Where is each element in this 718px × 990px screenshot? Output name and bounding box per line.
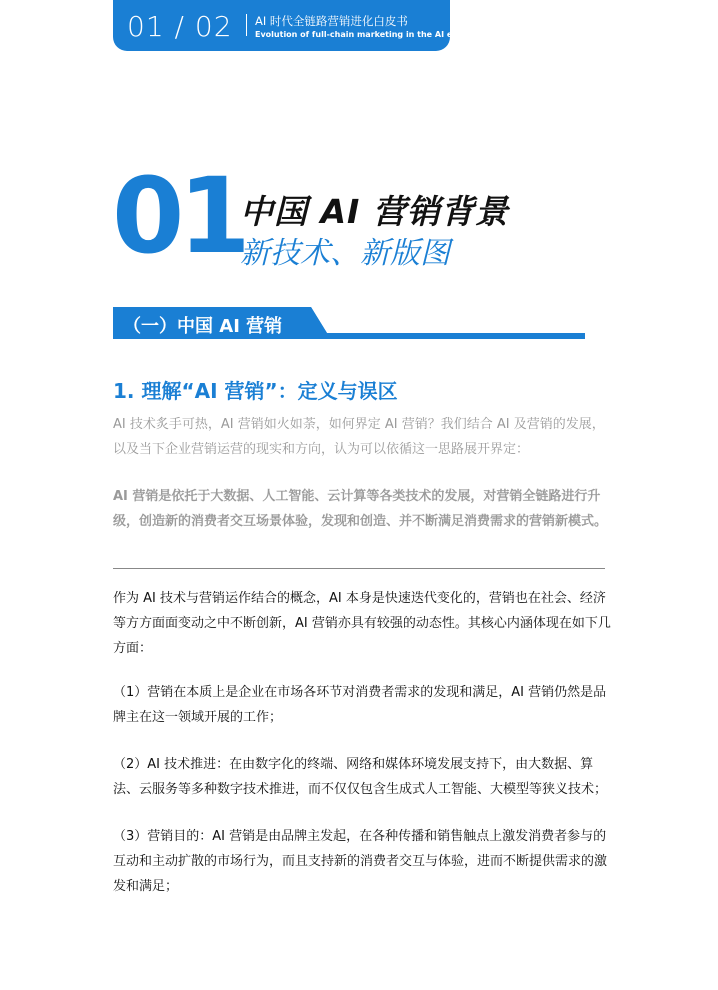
page-separator: / xyxy=(174,10,185,43)
header-title-en: Evolution of full-chain marketing in the AI era xyxy=(255,30,462,39)
list-item: （1）营销在本质上是企业在市场各环节对消费者需求的发现和满足，AI 营销仍然是品牌主在这一领域开展的工作； xyxy=(113,685,607,725)
header-tab xyxy=(113,0,462,51)
list-item: （3）营销目的：AI 营销是由品牌主发起，在各种传播和销售触点上激发消费者参与的互动和主动扩散的市场行为，而且支持新的消费者交互与体验，进而不断提供需求的激发和满足； xyxy=(113,829,608,894)
page-indicator xyxy=(127,10,233,43)
page-current: 01 xyxy=(127,10,165,43)
body-paragraph: 作为 AI 技术与营销运作结合的概念，AI 本身是快速迭代变化的，营销也在社会、经济等方方面面变动之中不断创新，AI 营销亦具有较强的动态性。其核心内涵体现在如下几方面： xyxy=(113,591,611,656)
chapter-title: 中国 AI 营销背景 xyxy=(240,192,509,231)
chapter-subtitle: 新技术、新版图 xyxy=(240,236,450,271)
header-title-cn: AI 时代全链路营销进化白皮书 xyxy=(255,14,408,28)
subsection-heading: 1. 理解“AI 营销”：定义与误区 xyxy=(113,379,398,403)
header-divider xyxy=(246,14,247,36)
intro-paragraph: AI 技术炙手可热，AI 营销如火如荼，如何界定 AI 营销？我们结合 AI 及营销的发展，以及当下企业营销运营的现实和方向，认为可以依循这一思路展开界定： xyxy=(113,417,605,457)
definition-paragraph: AI 营销是依托于大数据、人工智能、云计算等各类技术的发展，对营销全链路进行升级，创造新的消费者交互场景体验，发现和创造、并不断满足消费需求的营销新模式。 xyxy=(113,489,608,529)
divider-line xyxy=(113,568,605,569)
section-label: （一）中国 AI 营销 xyxy=(123,316,283,337)
section-banner xyxy=(113,307,585,341)
page-total: 02 xyxy=(194,10,233,43)
list-item: （2）AI 技术推进：在由数字化的终端、网络和媒体环境发展支持下，由大数据、算法、云服务等多种数字技术推进，而不仅仅包含生成式人工智能、大模型等狭义技术； xyxy=(113,757,608,797)
chapter-number: 01 xyxy=(112,155,245,277)
